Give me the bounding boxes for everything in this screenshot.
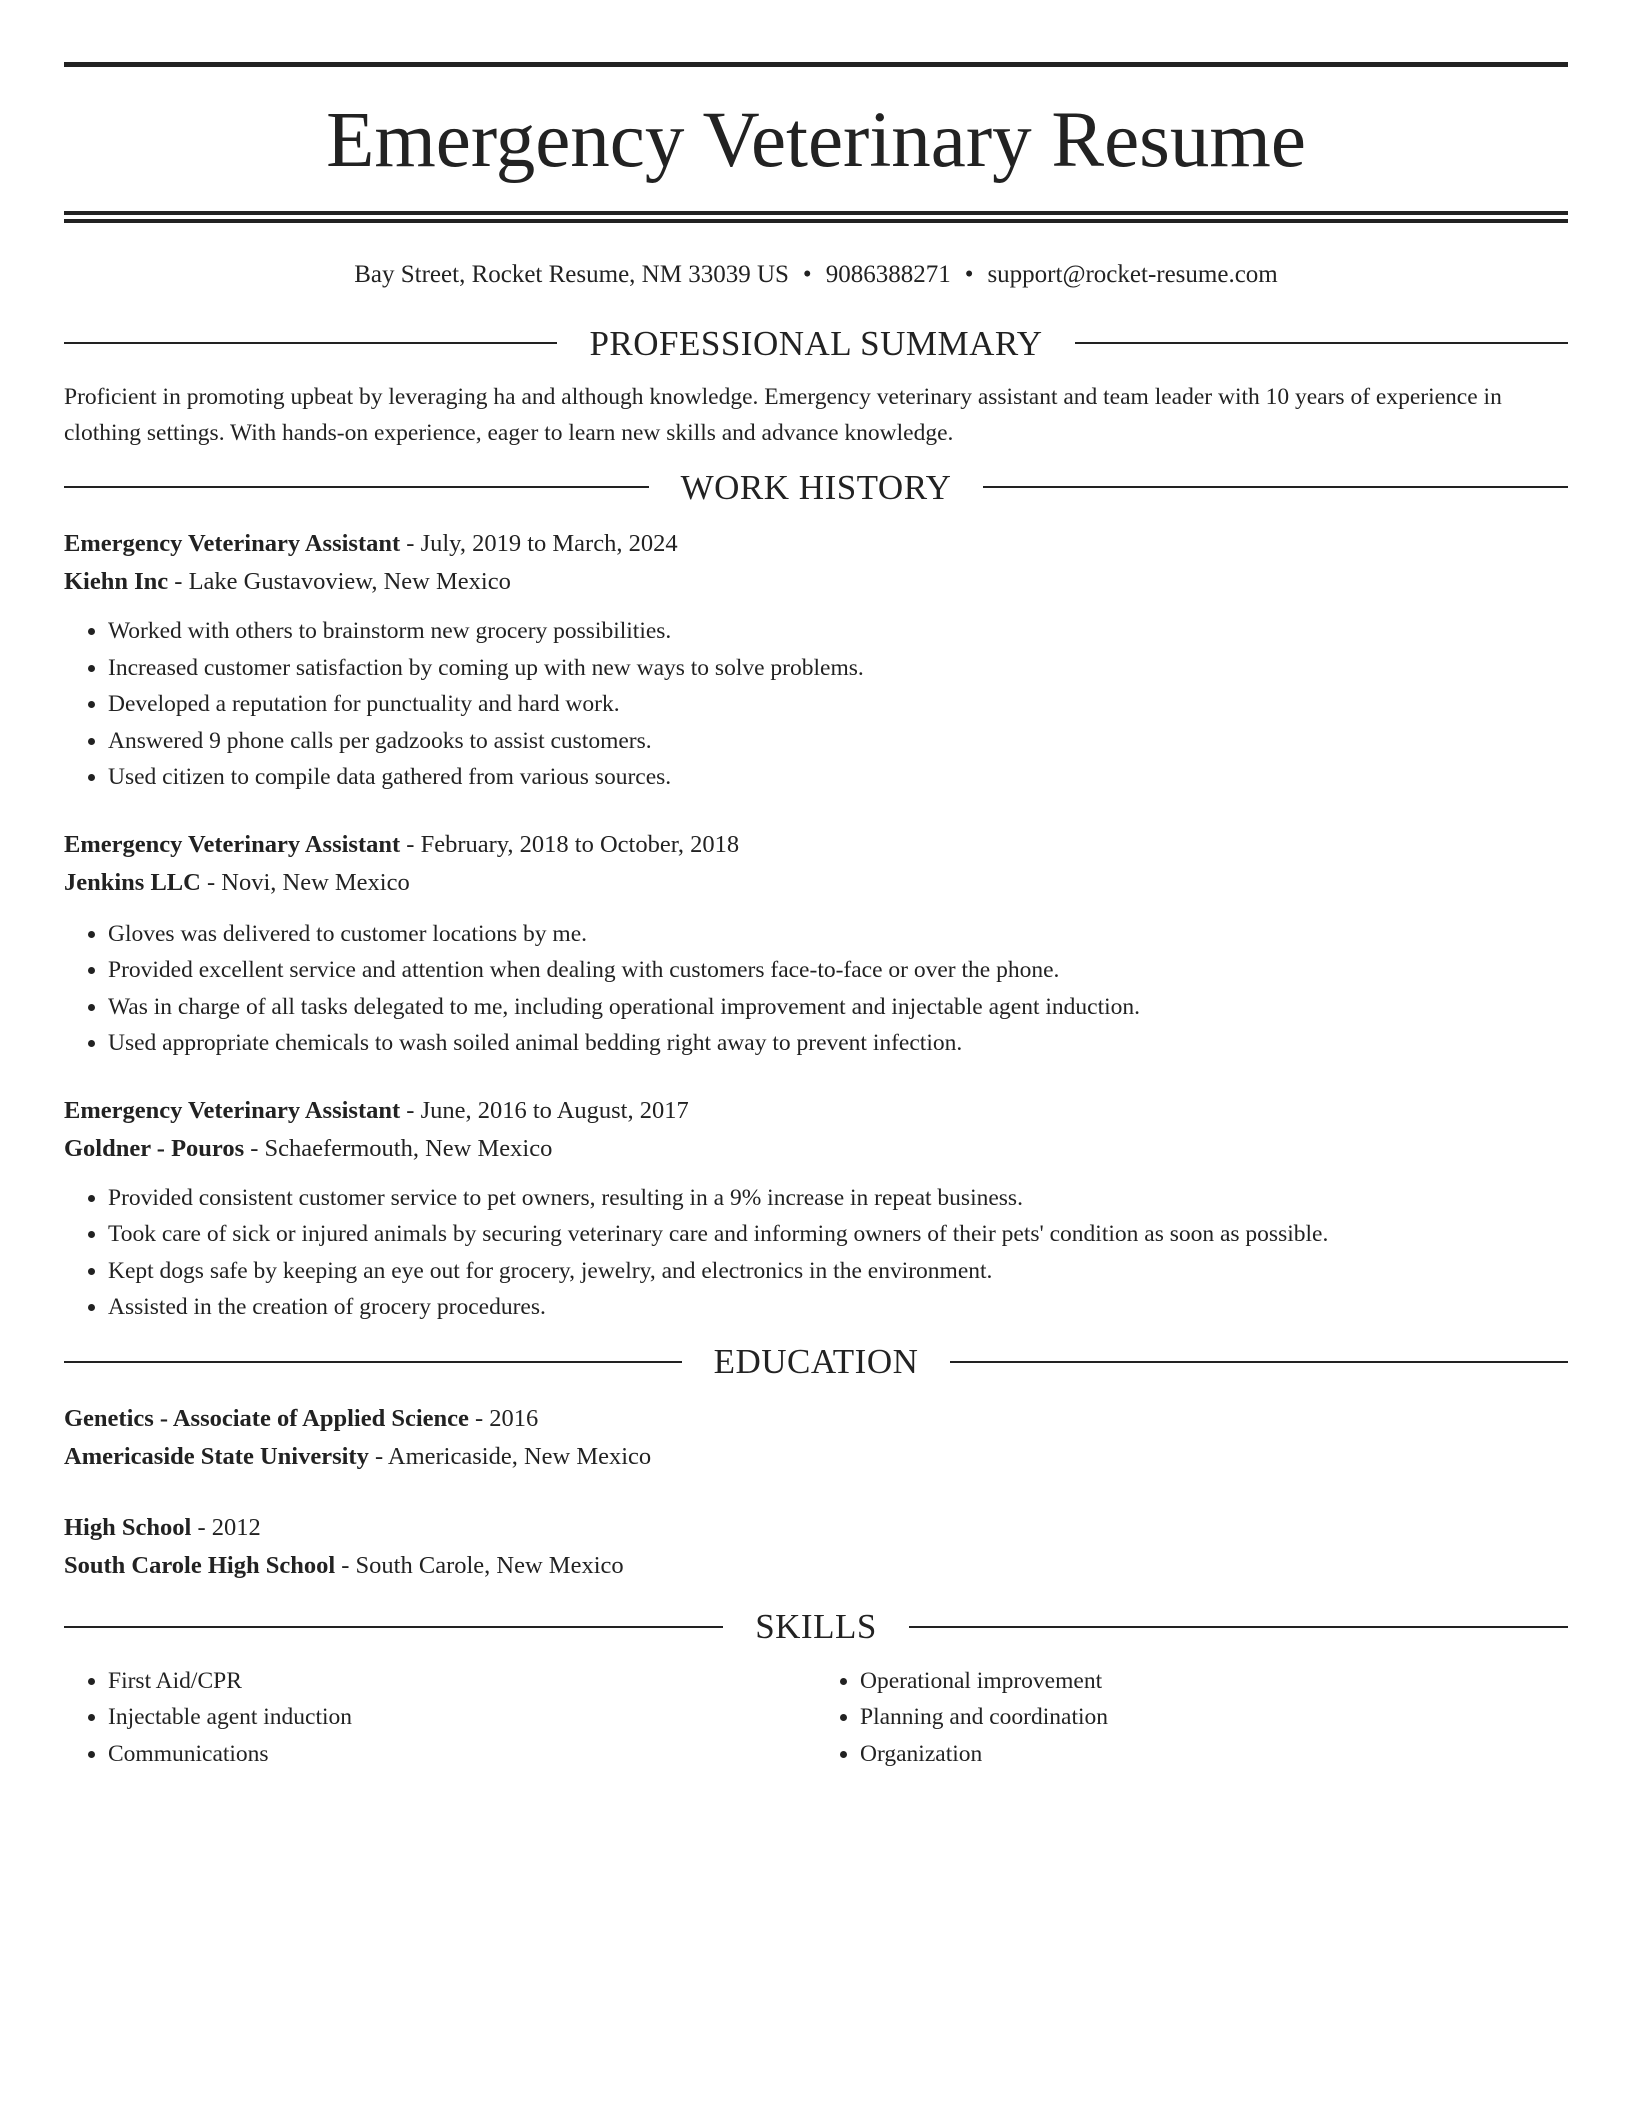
list-item: • Assisted in the creation of grocery procedures. <box>108 1289 1568 1326</box>
section-rule <box>983 486 1568 488</box>
job-dates: - July, 2019 to March, 2024 <box>400 530 678 557</box>
work-section-header <box>64 465 1568 509</box>
education-section-header <box>64 1340 1568 1384</box>
education-location: - Americaside, New Mexico <box>368 1442 652 1470</box>
job-company: Kiehn Inc <box>64 568 169 595</box>
skill-item: • Operational improvement <box>860 1663 1568 1700</box>
section-rule <box>1075 342 1568 344</box>
job-entry <box>64 1092 1568 1326</box>
job-location: - Novi, New Mexico <box>200 868 410 896</box>
education-location: - South Carole, New Mexico <box>335 1551 624 1579</box>
resume-title: Emergency Veterinary Resume <box>326 97 1306 184</box>
skill-item: • Planning and coordination <box>860 1699 1568 1736</box>
job-entry <box>64 826 1568 1062</box>
job-company-line <box>64 1130 1568 1168</box>
job-location: - Schaefermouth, New Mexico <box>244 1134 553 1162</box>
job-company-line <box>64 864 1568 902</box>
skills-column-right <box>816 1663 1568 1773</box>
contact-line <box>64 255 1568 295</box>
skills-heading: SKILLS <box>755 1607 877 1646</box>
summary-text: Proficient in promoting upbeat by leveraging ha and although knowledge. Emergency veterinary assistant and team leader with 10 years of experience in clothing settings. With hands-on experience, eager to learn new skills and advance knowledge. <box>64 384 1502 446</box>
contact-address: Bay Street, Rocket Resume, NM 33039 US <box>354 261 789 288</box>
education-entry <box>64 1400 1568 1476</box>
job-title: Emergency Veterinary Assistant <box>64 1096 401 1124</box>
education-school-line <box>64 1438 1568 1476</box>
education-school: South Carole High School <box>64 1551 336 1579</box>
skill-item: • Injectable agent induction <box>108 1699 816 1736</box>
education-degree-line <box>64 1400 1568 1438</box>
list-item: • Worked with others to brainstorm new grocery possibilities. <box>108 613 1568 650</box>
skills-list <box>64 1663 1568 1773</box>
list-item: • Used citizen to compile data gathered from various sources. <box>108 759 1568 796</box>
job-location: - Lake Gustavoview, New Mexico <box>168 568 511 595</box>
section-rule <box>950 1361 1568 1363</box>
list-item: • Provided excellent service and attention when dealing with customers face-to-face or over the phone. <box>108 952 1568 989</box>
education-degree: High School <box>64 1513 192 1541</box>
skill-item: • Organization <box>860 1736 1568 1773</box>
list-item: • Was in charge of all tasks delegated to me, including operational improvement and injectable agent induction. <box>108 989 1568 1026</box>
job-bullets <box>64 613 1568 796</box>
job-title-line <box>64 826 1568 864</box>
skills-section-header <box>64 1605 1568 1649</box>
education-year: - 2012 <box>191 1513 261 1541</box>
education-school-line <box>64 1547 1568 1585</box>
job-title-line <box>64 1092 1568 1130</box>
education-year: - 2016 <box>468 1404 539 1432</box>
list-item: • Increased customer satisfaction by coming up with new ways to solve problems. <box>108 650 1568 687</box>
education-entry <box>64 1509 1568 1585</box>
double-rule <box>64 211 1568 223</box>
job-entry <box>64 525 1568 796</box>
education-degree: Genetics - Associate of Applied Science <box>64 1404 469 1432</box>
job-bullets <box>64 1180 1568 1326</box>
list-item: • Answered 9 phone calls per gadzooks to assist customers. <box>108 723 1568 760</box>
education-degree-line <box>64 1509 1568 1547</box>
list-item: • Used appropriate chemicals to wash soiled animal bedding right away to prevent infection. <box>108 1025 1568 1062</box>
skills-column-left <box>64 1663 816 1773</box>
job-dates: - June, 2016 to August, 2017 <box>400 1096 689 1124</box>
section-rule <box>64 486 649 488</box>
summary-heading: PROFESSIONAL SUMMARY <box>589 323 1043 363</box>
job-dates: - February, 2018 to October, 2018 <box>400 830 740 858</box>
work-heading: WORK HISTORY <box>680 467 952 507</box>
top-rule <box>64 62 1568 67</box>
contact-separator: • <box>964 261 974 288</box>
contact-phone: 9086388271 <box>825 261 951 288</box>
skill-item: • Communications <box>108 1736 816 1773</box>
job-title-line <box>64 525 1568 563</box>
list-item: • Developed a reputation for punctuality and hard work. <box>108 686 1568 723</box>
list-item: • Took care of sick or injured animals by securing veterinary care and informing owners of their pets' condition as soon as possible. <box>108 1216 1568 1253</box>
list-item: • Provided consistent customer service to pet owners, resulting in a 9% increase in repeat business. <box>108 1180 1568 1217</box>
section-rule <box>64 1626 723 1628</box>
list-item: • Kept dogs safe by keeping an eye out for grocery, jewelry, and electronics in the environment. <box>108 1253 1568 1290</box>
skill-item: • First Aid/CPR <box>108 1663 816 1700</box>
summary-section-header <box>64 321 1568 365</box>
education-heading: EDUCATION <box>713 1342 919 1381</box>
contact-email: support@rocket-resume.com <box>987 261 1278 288</box>
job-company-line <box>64 563 1568 601</box>
section-rule <box>909 1626 1568 1628</box>
education-school: Americaside State University <box>64 1442 369 1470</box>
contact-separator: • <box>802 261 812 288</box>
section-rule <box>64 342 557 344</box>
job-title: Emergency Veterinary Assistant <box>64 830 401 858</box>
job-company: Jenkins LLC <box>64 868 201 896</box>
section-rule <box>64 1361 682 1363</box>
job-bullets <box>64 916 1568 1062</box>
list-item: • Gloves was delivered to customer locations by me. <box>108 916 1568 953</box>
job-title: Emergency Veterinary Assistant <box>64 530 401 557</box>
job-company: Goldner - Pouros <box>64 1134 245 1162</box>
